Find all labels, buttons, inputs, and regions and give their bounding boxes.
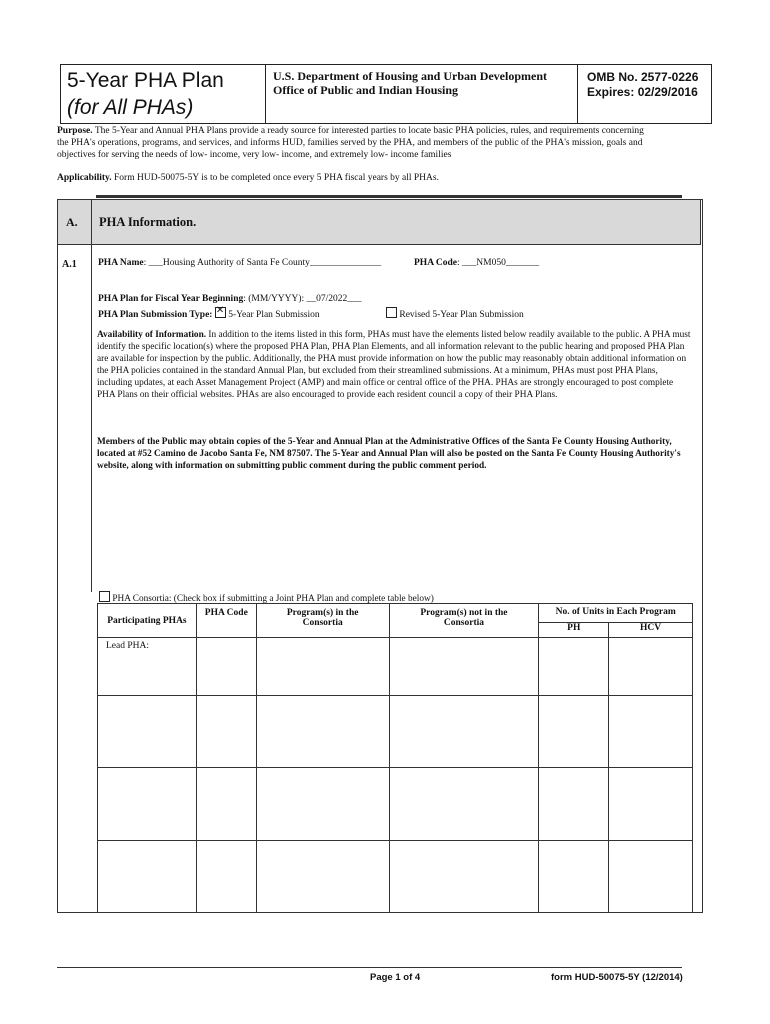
revised-option-label: Revised 5-Year Plan Submission	[399, 310, 524, 320]
table-cell[interactable]	[389, 638, 539, 696]
applicability-label: Applicability.	[57, 173, 112, 183]
pha-code-field[interactable]: ___NM050_______	[462, 258, 540, 268]
purpose-text: The 5-Year and Annual PHA Plans provide a ready source for interested parties to locate basic PHA policies, rules, and requirements concerning the PHA's operations, programs, and services, and informs HUD, families served by the PHA, and members of the public of the PHA's mission, goals and objectives for serving the needs of low- income, very low- income, and extremely low- income families	[57, 126, 644, 160]
units-header: No. of Units in Each Program	[539, 604, 693, 623]
page-number: Page 1 of 4	[370, 972, 421, 983]
five-year-checkbox[interactable]	[215, 307, 226, 318]
applicability-paragraph	[57, 172, 439, 184]
omb-number: OMB No. 2577-0226	[587, 70, 699, 84]
pha-code-header: PHA Code	[196, 604, 256, 638]
table-cell[interactable]	[256, 768, 389, 841]
pha-name-label: PHA Name	[98, 258, 144, 268]
table-cell[interactable]	[609, 768, 693, 841]
section-divider	[96, 195, 682, 198]
pha-code-row: PHA Code: ___NM050_______	[414, 258, 540, 268]
table-row	[98, 841, 693, 913]
purpose-label: Purpose.	[57, 126, 93, 136]
table-cell[interactable]	[196, 841, 256, 913]
pha-name-row: PHA Name: ___Housing Authority of Santa Fe County_______________	[98, 258, 382, 268]
fiscal-year-format: : (MM/YYYY):	[243, 294, 307, 304]
programs-in-header: Program(s) in the Consortia	[256, 604, 389, 638]
applicability-text: Form HUD-50075-5Y is to be completed once every 5 PHA fiscal years by all PHAs.	[111, 173, 439, 183]
submission-type-row	[98, 306, 320, 320]
participating-phas-header: Participating PHAs	[98, 604, 197, 638]
omb-cell	[579, 65, 711, 123]
table-cell[interactable]	[609, 696, 693, 768]
table-cell[interactable]	[389, 841, 539, 913]
fiscal-year-label: PHA Plan for Fiscal Year Beginning	[98, 294, 244, 304]
table-cell[interactable]	[539, 696, 609, 768]
table-cell[interactable]	[98, 768, 197, 841]
programs-not-header: Program(s) not in the Consortia	[389, 604, 539, 638]
section-a-number: A.	[66, 215, 78, 229]
consortia-row	[99, 590, 434, 604]
table-cell[interactable]	[389, 768, 539, 841]
hcv-header: HCV	[609, 623, 693, 638]
table-cell[interactable]	[539, 768, 609, 841]
table-cell[interactable]	[196, 768, 256, 841]
footer-rule	[57, 967, 682, 968]
table-cell[interactable]	[196, 696, 256, 768]
table-row	[98, 696, 693, 768]
table-cell[interactable]	[256, 841, 389, 913]
five-year-option-label: 5-Year Plan Submission	[228, 310, 320, 320]
pha-name-field[interactable]: ___Housing Authority of Santa Fe County_______________	[148, 258, 382, 268]
consortia-checkbox[interactable]	[99, 591, 110, 602]
table-cell[interactable]	[196, 638, 256, 696]
revised-option	[386, 306, 524, 320]
consortia-label: PHA Consortia: (Check box if submitting a Joint PHA Plan and complete table below)	[112, 594, 434, 604]
lead-pha-cell[interactable]: Lead PHA:	[98, 638, 197, 696]
fiscal-year-field[interactable]: __07/2022___	[306, 294, 362, 304]
public-copies-paragraph: Members of the Public may obtain copies of the 5-Year and Annual Plan at the Administrative Offices of the Santa Fe County Housing Authority, located at #52 Camino de Jacobo Santa Fe, NM 87507. The 5-Year and Annual Plan will also be posted on the Santa Fe County Housing Authority's website, along with information on submitting public comment during the public comment period.	[97, 437, 681, 472]
availability-paragraph	[97, 329, 692, 402]
table-cell[interactable]	[609, 841, 693, 913]
section-a-title: PHA Information.	[99, 215, 197, 229]
submission-type-label: PHA Plan Submission Type:	[98, 310, 213, 320]
form-number: form HUD-50075-5Y (12/2014)	[551, 972, 683, 983]
availability-label: Availability of Information.	[97, 330, 207, 340]
table-cell[interactable]	[256, 696, 389, 768]
table-row	[98, 638, 693, 696]
pha-code-label: PHA Code	[414, 258, 458, 268]
form-title: 5-Year PHA Plan	[67, 69, 224, 92]
department-name: U.S. Department of Housing and Urban Development	[273, 69, 548, 83]
consortia-table	[97, 603, 693, 913]
availability-text: In addition to the items listed in this form, PHAs must have the elements listed below readily available to the public. A PHA must identify the specific location(s) where the proposed PHA Plan, PHA Plan Elements, and all information relevant to the public hearing and proposed PHA Plan are available for inspection by the public. Additionally, the PHA must provide information on how the public may reasonably obtain additional information on the PHA policies contained in the standard Annual Plan, but excluded from their streamlined submissions. At a minimum, PHAs must post PHA Plans, including updates, at each Asset Management Project (AMP) and main office or central office of the PHA. PHAs are strongly encouraged to post complete PHA Plans on their official websites. PHAs are also encouraged to provide each resident council a copy of their PHA Plans.	[97, 330, 691, 401]
purpose-paragraph	[57, 125, 657, 161]
revised-plan-checkbox[interactable]	[386, 307, 397, 318]
form-header	[60, 64, 712, 124]
table-row	[98, 768, 693, 841]
table-cell[interactable]	[609, 638, 693, 696]
form-subtitle: (for All PHAs)	[67, 96, 194, 119]
table-cell[interactable]	[539, 638, 609, 696]
form-title-cell	[61, 65, 266, 123]
table-cell[interactable]	[539, 841, 609, 913]
department-cell	[267, 65, 578, 123]
table-cell[interactable]	[256, 638, 389, 696]
table-cell[interactable]	[98, 841, 197, 913]
table-cell[interactable]	[98, 696, 197, 768]
a1-number: A.1	[62, 259, 77, 270]
fiscal-year-row	[98, 294, 361, 304]
ph-header: PH	[539, 623, 609, 638]
number-column-divider	[91, 199, 92, 592]
table-cell[interactable]	[389, 696, 539, 768]
expiration-date: Expires: 02/29/2016	[587, 85, 698, 99]
office-name: Office of Public and Indian Housing	[273, 83, 459, 97]
